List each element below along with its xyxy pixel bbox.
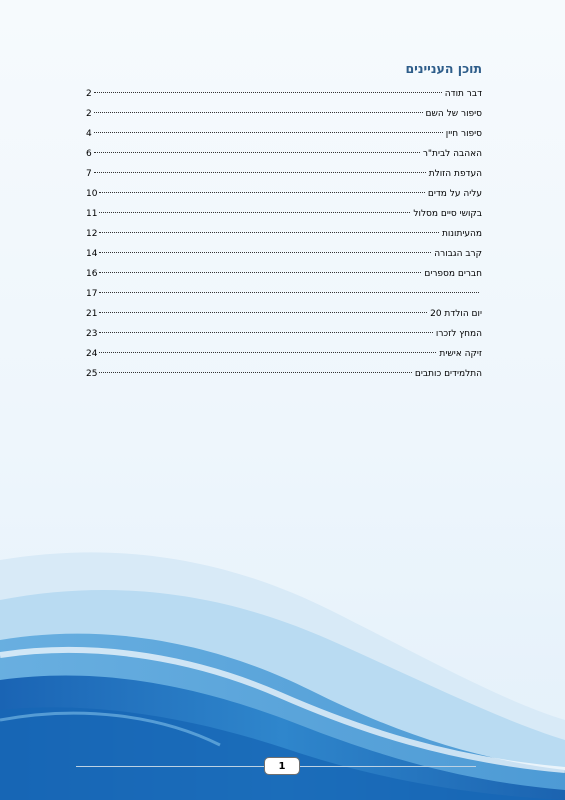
- toc-entry[interactable]: [86, 144, 482, 164]
- dot-leader: [99, 351, 436, 353]
- dot-leader: [99, 191, 424, 193]
- dot-leader: [99, 291, 479, 293]
- toc-entry-label: העדפת הזולת: [428, 169, 482, 179]
- dot-leader: [99, 251, 431, 253]
- toc-entry-label: סיפור של השם: [425, 109, 482, 119]
- toc-entry-label: האהבה לבית"ר: [422, 149, 482, 159]
- dot-leader: [94, 111, 423, 113]
- toc-entry-label: קרב הגבורה: [434, 249, 482, 259]
- toc-entry[interactable]: [86, 264, 482, 284]
- toc-entry-label: בקושי סיים מסלול: [413, 209, 482, 219]
- dot-leader: [94, 91, 442, 93]
- toc-entry[interactable]: [86, 344, 482, 364]
- toc-entry-label: המחץ לזכרו: [435, 329, 482, 339]
- dot-leader: [94, 151, 420, 153]
- toc-entry-page: 24: [86, 349, 98, 359]
- toc-entry[interactable]: [86, 364, 482, 384]
- toc-entry-page: 25: [86, 369, 98, 379]
- toc-list: [86, 84, 482, 384]
- toc-title: תוכן העניינים: [405, 61, 482, 76]
- dot-leader: [99, 231, 439, 233]
- dot-leader: [99, 331, 432, 333]
- toc-entry-page: 17: [86, 289, 98, 299]
- toc-entry-label: יום הולדת 20: [430, 309, 482, 319]
- toc-entry-page: 11: [86, 209, 98, 219]
- toc-entry[interactable]: [86, 324, 482, 344]
- page-number: 1: [264, 757, 300, 775]
- toc-entry-label: התלמידים כותבים: [414, 369, 482, 379]
- toc-entry[interactable]: [86, 224, 482, 244]
- toc-entry[interactable]: [86, 184, 482, 204]
- toc-entry-page: 23: [86, 329, 98, 339]
- toc-entry-page: 6: [86, 149, 92, 159]
- toc-entry-page: 2: [86, 109, 92, 119]
- dot-leader: [94, 131, 443, 133]
- toc-entry[interactable]: [86, 304, 482, 324]
- toc-entry[interactable]: [86, 284, 482, 304]
- toc-entry[interactable]: [86, 124, 482, 144]
- table-of-contents: [86, 60, 482, 384]
- dot-leader: [94, 171, 426, 173]
- toc-entry-page: 14: [86, 249, 98, 259]
- toc-entry-page: 7: [86, 169, 92, 179]
- toc-entry-label: זיקה אישית: [439, 349, 482, 359]
- dot-leader: [99, 311, 427, 313]
- toc-entry[interactable]: [86, 164, 482, 184]
- toc-entry-label: חברים מספרים: [424, 269, 482, 279]
- toc-entry[interactable]: [86, 204, 482, 224]
- toc-entry-page: 12: [86, 229, 98, 239]
- toc-entry-page: 16: [86, 269, 98, 279]
- toc-entry-label: עליה על מדים: [427, 189, 482, 199]
- toc-entry[interactable]: [86, 244, 482, 264]
- dot-leader: [99, 211, 410, 213]
- toc-entry[interactable]: [86, 84, 482, 104]
- toc-entry-page: 4: [86, 129, 92, 139]
- toc-entry-label: דבר תודה: [444, 89, 482, 99]
- toc-entry-page: 10: [86, 189, 98, 199]
- toc-entry[interactable]: [86, 104, 482, 124]
- dot-leader: [99, 371, 411, 373]
- toc-entry-label: סיפור חיין: [445, 129, 482, 139]
- toc-entry-label: מהעיתונות: [442, 229, 482, 239]
- toc-entry-page: 2: [86, 89, 92, 99]
- dot-leader: [99, 271, 421, 273]
- toc-entry-page: 21: [86, 309, 98, 319]
